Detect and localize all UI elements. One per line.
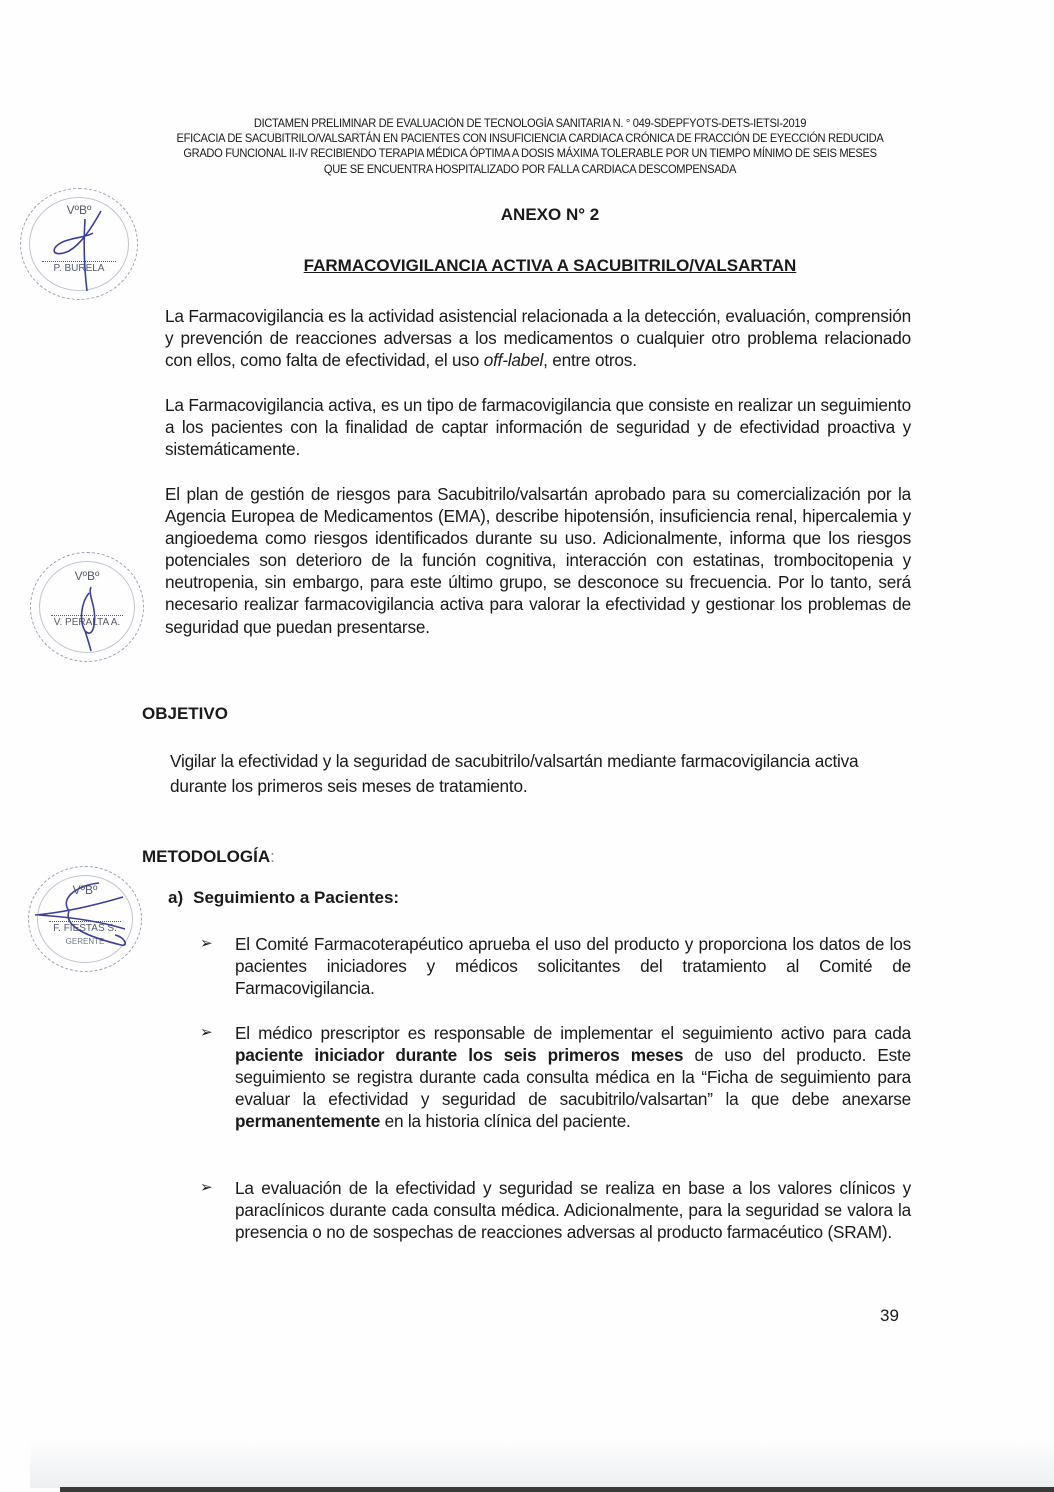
document-page: DICTAMEN PRELIMINAR DE EVALUACIÓN DE TECNOLOGÍA SANITARIA N. ° 049-SDEPFYOTS-DETS-IETSI-2019 EFICACIA DE SACUBITRILO/VALSARTÁN EN PACIENTES CON INSUFICIENCIA CARDIACA CRÓNICA DE FRACCIÓN DE EYECCIÓN REDUCIDA GRADO FUNCIONAL II-IV RECIBIENDO TERAPIA MÉDICA ÓPTIMA A DOSIS MÁXIMA TOLERABLE POR UN TIEMPO MÍNIMO DE SEIS MESES QUE SE ENCUENTRA HOSPITALIZADO POR FALLA CARDIACA DESCOMPENSADA VºBº P. BURELA VºBº V. PERALTA A. VºBº F. FIESTAS S. GERENTE ANEXO N° 2 FARMACOVIGILANCIA ACTIVA A SACUBITRILO/VALSARTAN La Farmacovigilancia es la actividad asistencial relacionada a la detección, evaluación, comprensión y prevención de reacciones adversas a los medicamentos o cualquier otro problema relacionado con ellos, como falta de efectividad, el uso off-label, entre otros. La Farmacovigilancia activa, es un tipo de farmacovigilancia que consiste en realizar un seguimiento a los pacientes con la finalidad de captar información de seguridad y de efectividad proactiva y sistemáticamente. El plan de gestión de riesgos para Sacubitrilo/valsartán aprobado para su comercialización por la Agencia Europea de Medicamentos (EMA), describe hipotensión, insuficiencia renal, hipercalemia y angioedema como riesgos identificados durante su uso. Adicionalmente, informa que los riesgos potenciales son deterioro de la función cognitiva, interacción con estatinas, trombocitopenia y neutropenia, sin embargo, para este último grupo, se desconoce su frecuencia. Por lo tanto, será necesario realizar farmacovigilancia activa para valorar la efectividad y gestionar los problemas de seguridad que puedan presentarse. OBJETIVO Vigilar la efectividad y la seguridad de sacubitrilo/valsartán mediante farmacovigilancia activa durante los primeros seis meses de tratamiento. METODOLOGÍA: a) Seguimiento a Pacientes: ➢ El Comité Farmacoterapéutico aprueba el uso del producto y proporciona los datos de los pacientes iniciadores y médicos solicitantes del tratamiento al Comité de Farmacovigilancia. ➢ El médico prescriptor es responsable de implementar el seguimiento activo para cada paciente iniciador durante los seis primeros meses de uso del producto. Este seguimiento se registra durante cada consulta médica en la “Ficha de seguimiento para evaluar la efectividad y seguridad de sacubitrilo/valsartan” la que debe anexarse permanentemente en la historia clínica del paciente. ➢ La evaluación de la efectividad y seguridad se realiza en base a los valores clínicos y paraclínicos durante cada consulta médica. Adicionalmente, para la seguridad se valora la presencia o no de sospechas de reacciones adversas al producto farmacéutico (SRAM). 39: [0, 0, 1054, 1492]
intro-paragraph-3: El plan de gestión de riesgos para Sacubitrilo/valsartán aprobado para su comercialización por la Agencia Europea de Medicamentos (EMA), describe hipotensión, insuficiencia renal, hipercalemia y angioedema como riesgos identificados durante su uso. Adicionalmente, informa que los riesgos potenciales son deterioro de la función cognitiva, interacción con estatinas, trombocitopenia y neutropenia, sin embargo, para este último grupo, se desconoce su frecuencia. Por lo tanto, será necesario realizar farmacovigilancia activa para valorar la efectividad y gestionar los problemas de seguridad que puedan presentarse.: [165, 484, 911, 637]
stamp-name: V. PERALTA A.: [53, 617, 121, 628]
approval-stamp-fiestas: [28, 866, 142, 972]
header-line-4: QUE SE ENCUENTRA HOSPITALIZADO POR FALLA CARDIACA DESCOMPENSADA: [323, 162, 737, 176]
objective-text: Vigilar la efectividad y la seguridad de sacubitrilo/valsartán mediante farmacovigilancia activa durante los primeros seis meses de tratamiento.: [170, 751, 859, 796]
intro-paragraph-2: La Farmacovigilancia activa, es un tipo de farmacovigilancia que consiste en realizar un seguimiento a los pacientes con la finalidad de captar información de seguridad y de efectividad proactiva y sistemáticamente.: [165, 395, 911, 460]
stamp-vobo-label: VºBº: [72, 883, 98, 897]
intro-paragraph-1: La Farmacovigilancia es la actividad asistencial relacionada a la detección, evaluación, comprensión y prevención de reacciones adversas a los medicamentos o cualquier otro problema relacionado con ellos, como falta de efectividad, el uso off-label, entre otros.: [165, 306, 911, 371]
stamp-name: F. FIESTAS S.: [53, 923, 117, 934]
arrow-bullet-icon: ➢: [200, 1024, 213, 1041]
header-line-3: GRADO FUNCIONAL II-IV RECIBIENDO TERAPIA MÉDICA ÓPTIMA A DOSIS MÁXIMA TOLERABLE POR UN TIEMPO MÍNIMO DE SEIS MESES: [183, 147, 877, 161]
annex-title: FARMACOVIGILANCIA ACTIVA A SACUBITRILO/VALSARTAN: [303, 256, 797, 275]
stamp-vobo-label: VºBº: [66, 203, 92, 217]
stamp-role: GERENTE: [65, 937, 105, 946]
signature-icon: [31, 553, 143, 661]
off-label-term: off-label: [483, 350, 544, 371]
document-header: [146, 116, 914, 177]
objective-heading: OBJETIVO: [142, 704, 228, 723]
signature-icon: [29, 867, 141, 971]
methodology-heading: METODOLOGÍA:: [142, 847, 275, 866]
approval-stamp-peralta: [30, 552, 144, 662]
patient-followup-subheading: a) Seguimiento a Pacientes:: [168, 888, 400, 907]
annex-label: ANEXO N° 2: [500, 205, 600, 224]
stamp-name: P. BURELA: [53, 263, 105, 274]
header-line-1: DICTAMEN PRELIMINAR DE EVALUACIÓN DE TECNOLOGÍA SANITARIA N. ° 049-SDEPFYOTS-DETS-IETSI-2019: [253, 117, 807, 130]
header-line-2: EFICACIA DE SACUBITRILO/VALSARTÁN EN PACIENTES CON INSUFICIENCIA CARDIACA CRÓNICA DE FRACCIÓN DE EYECCIÓN REDUCIDA: [176, 132, 884, 146]
page-number: 39: [880, 1306, 899, 1325]
arrow-bullet-icon: ➢: [200, 1179, 213, 1196]
stamp-vobo-label: VºBº: [74, 569, 100, 583]
scan-edge-bar: [60, 1487, 1054, 1492]
arrow-bullet-icon: ➢: [200, 935, 213, 952]
